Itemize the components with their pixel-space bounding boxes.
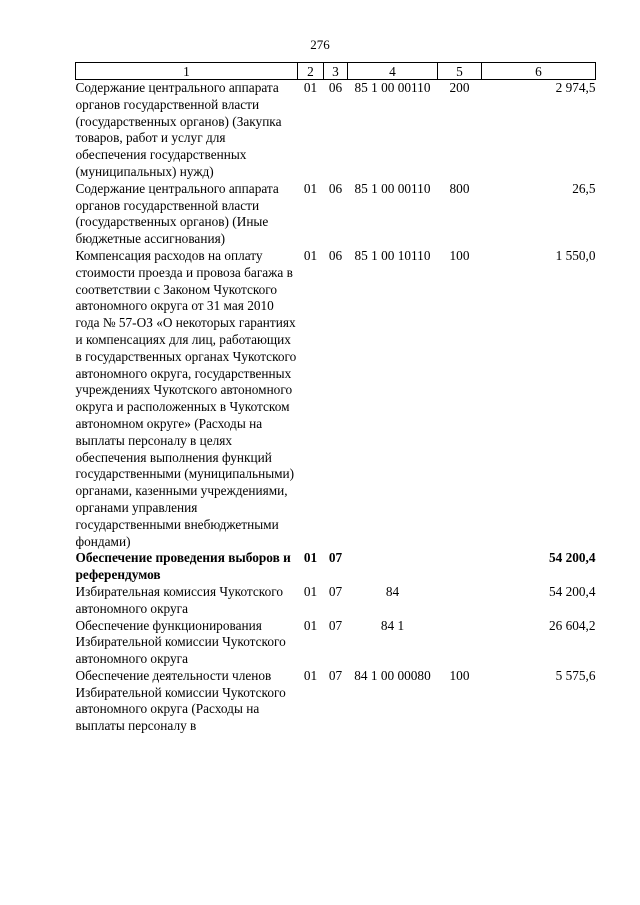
budget-table	[75, 62, 596, 735]
header-row	[76, 63, 596, 80]
table-header	[76, 63, 596, 80]
row-expense-type: 100	[449, 247, 470, 263]
row-subsection: 06	[328, 180, 343, 196]
row-section: 01	[303, 247, 318, 263]
page-number: 276	[310, 37, 330, 52]
row-target-article: 84	[385, 583, 400, 599]
row-subsection: 06	[328, 247, 343, 263]
row-amount: 26,5	[572, 180, 596, 196]
row-section: 01	[303, 617, 318, 633]
row-target-article: 85 1 00 10110	[354, 247, 431, 263]
row-expense-type: 200	[449, 80, 470, 95]
table-row	[76, 618, 596, 668]
table-row	[76, 181, 596, 248]
row-expense-type	[438, 550, 482, 584]
column-header-5: 5	[438, 63, 482, 80]
row-section: 01	[303, 80, 318, 95]
row-amount: 2 974,5	[555, 80, 596, 95]
column-header-3: 3	[324, 63, 348, 80]
column-header-1: 1	[76, 63, 298, 80]
row-name: Содержание центрального аппарата органов государственной власти (государственных органов) (Закупка товаров, работ и услуг для обеспечения государственных (муниципальных) нужд)	[75, 80, 282, 179]
row-amount: 54 200,4	[548, 583, 596, 599]
row-subsection: 07	[328, 617, 343, 633]
row-name: Обеспечение функционирования Избирательной комиссии Чукотского автономного округа	[75, 617, 286, 667]
table-body	[76, 80, 596, 736]
row-amount: 26 604,2	[548, 617, 596, 633]
row-section: 01	[303, 667, 318, 683]
row-section: 01	[303, 583, 318, 599]
row-target-article: 84 1 00 00080	[354, 667, 431, 683]
row-expense-type: 100	[449, 667, 470, 683]
table-row	[76, 584, 596, 618]
row-name: Компенсация расходов на оплату стоимости проезда и провоза багажа в соответствии с Законом Чукотского автономного округа от 31 мая 2010 года № 57-ОЗ «О некоторых гарантиях и компенсациях для лиц, работающих в государственных органах Чукотского автономного округа, государственных учреждениях Чукотского автономного округа и расположенных в Чукотском автономном округе» (Расходы на выплаты персоналу в целях обеспечения выполнения функций государственными (муниципальными) органами, казенными учреждениями, органами управления государственными внебюджетными фондами)	[75, 247, 297, 549]
row-name: Избирательная комиссия Чукотского автономного округа	[75, 583, 284, 616]
table-row	[76, 248, 596, 550]
table-row	[76, 80, 596, 181]
row-amount: 54 200,4	[548, 550, 596, 566]
row-amount: 1 550,0	[555, 247, 596, 263]
row-subsection: 07	[328, 667, 343, 683]
column-header-2: 2	[298, 63, 324, 80]
column-header-6: 6	[482, 63, 596, 80]
row-expense-type	[438, 618, 482, 668]
row-subsection: 07	[328, 583, 343, 599]
row-name: Обеспечение деятельности членов Избирательной комиссии Чукотского автономного округа (Расходы на выплаты персоналу в	[75, 667, 286, 734]
row-subsection: 06	[328, 80, 343, 95]
row-subsection: 07	[328, 550, 343, 566]
row-target-article	[348, 550, 438, 584]
row-expense-type	[438, 584, 482, 618]
row-section: 01	[303, 550, 318, 566]
row-target-article: 85 1 00 00110	[354, 180, 431, 196]
row-target-article: 85 1 00 00110	[354, 80, 431, 95]
row-expense-type: 800	[449, 180, 470, 196]
column-header-4: 4	[348, 63, 438, 80]
row-name: Обеспечение проведения выборов и референдумов	[75, 550, 291, 583]
table-row-section-total	[76, 550, 596, 584]
row-name: Содержание центрального аппарата органов государственной власти (государственных органов) (Иные бюджетные ассигнования)	[75, 180, 279, 247]
table-row	[76, 668, 596, 735]
row-section: 01	[303, 180, 318, 196]
row-target-article: 84 1	[380, 617, 405, 633]
row-amount: 5 575,6	[555, 667, 596, 683]
